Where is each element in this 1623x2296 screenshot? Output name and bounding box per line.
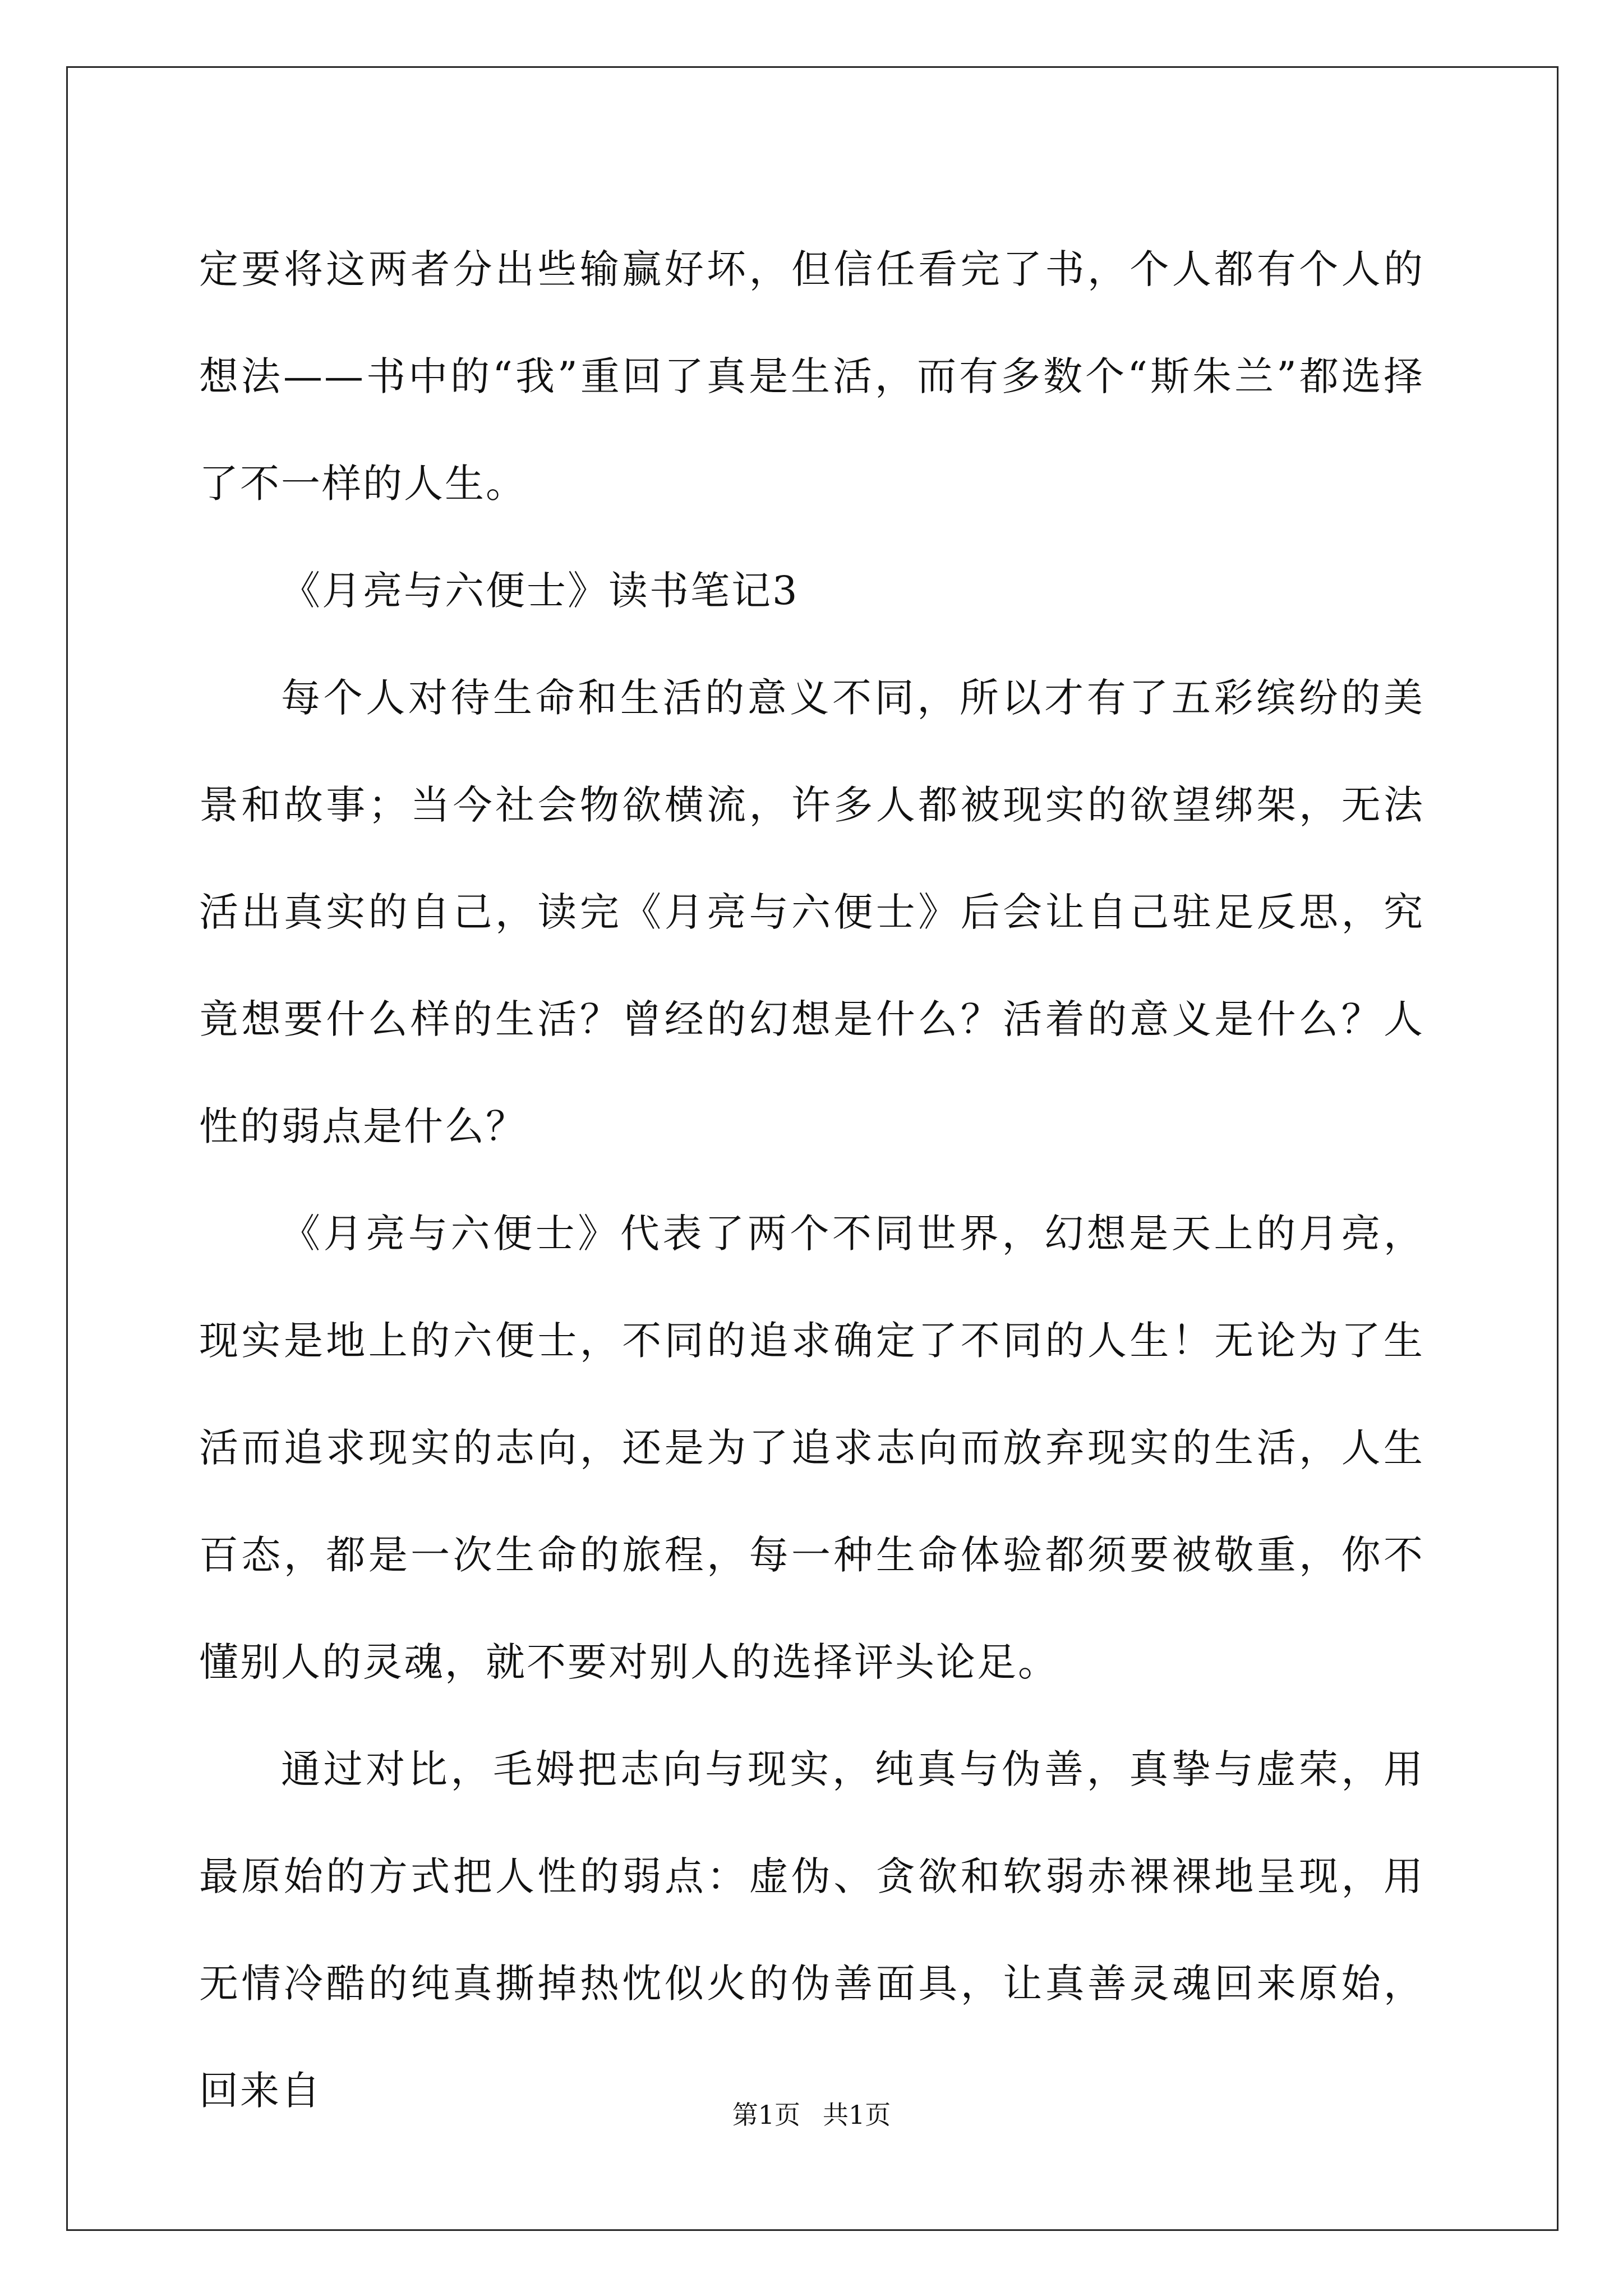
page-total: 共1页 bbox=[823, 2100, 891, 2130]
page-number: 第1页 bbox=[732, 2100, 800, 2130]
section-heading: 《月亮与六便士》读书笔记3 bbox=[281, 568, 799, 614]
paragraph-2: 每个人对待生命和生活的意义不同，所以才有了五彩缤纷的美景和故事；当今社会物欲横流，许多人都被现实的欲望绑架，无法活出真实的自己，读完《月亮与六便士》后会让自己驻足反思，究竟想要什么样的生活？曾经的幻想是什么？活着的意义是什么？人性的弱点是什么？ bbox=[199, 675, 1424, 1149]
paragraph-4: 通过对比，毛姆把志向与现实，纯真与伪善，真挚与虚荣，用最原始的方式把人性的弱点：虚伪、贪欲和软弱赤裸裸地呈现，用无情冷酷的纯真撕掉热忱似火的伪善面具，让真善灵魂回来原始，回来自 bbox=[199, 1746, 1424, 2114]
paragraph-3: 《月亮与六便士》代表了两个不同世界，幻想是天上的月亮，现实是地上的六便士，不同的追求确定了不同的人生！无论为了生活而追求现实的志向，还是为了追求志向而放弃现实的生活，人生百态，都是一次生命的旅程，每一种生命体验都须要被敬重，你不懂别人的灵魂，就不要对别人的选择评头论足。 bbox=[199, 1211, 1424, 1685]
document-body bbox=[199, 216, 1424, 2145]
page-footer bbox=[0, 2098, 1623, 2132]
paragraph-1: 定要将这两者分出些输赢好坏，但信任看完了书，个人都有个人的想法——书中的“我”重回了真是生活，而有多数个“斯朱兰”都选择了不一样的人生。 bbox=[199, 246, 1424, 507]
